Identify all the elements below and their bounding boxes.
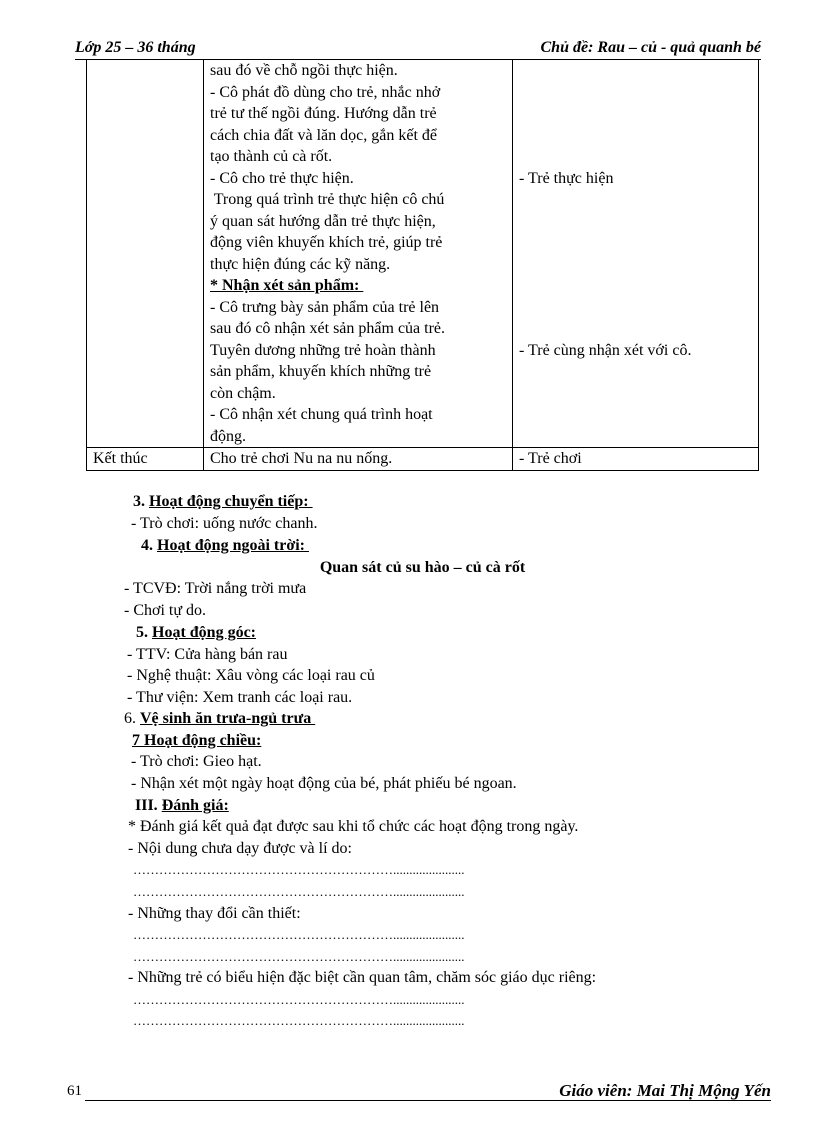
- table-cell-child-activity: [513, 448, 759, 471]
- table-line: thực hiện đúng các kỹ năng.: [210, 255, 391, 273]
- list-item: - Nghệ thuật: Xâu vòng các loại rau củ: [127, 667, 375, 684]
- table-line: [519, 211, 752, 233]
- table-row: [87, 60, 759, 448]
- table-line: Trong quá trình trẻ thực hiện cô chú: [210, 191, 445, 208]
- table-line-heading: [210, 275, 506, 297]
- table-cell-activity: [204, 448, 513, 471]
- section-7-heading: [132, 731, 261, 751]
- page-header: [75, 37, 761, 60]
- list-item: - Những trẻ có biểu hiện đặc biệt cần quan tâm, chăm sóc giáo dục riêng:: [128, 969, 597, 986]
- dotted-line: ……………………………………………………......................: [133, 862, 465, 877]
- table-line: [519, 297, 752, 319]
- table-line: - Cô nhận xét chung quá trình hoạt: [210, 406, 433, 423]
- table-row: [87, 448, 759, 471]
- table-line: - Cô cho trẻ thực hiện.: [210, 169, 354, 187]
- dotted-line: ……………………………………………………......................: [133, 992, 465, 1007]
- table-line: [519, 60, 752, 82]
- dotted-line: ……………………………………………………......................: [133, 949, 465, 964]
- table-cell-activity: [204, 60, 513, 448]
- table-line: cách chia đất và lăn dọc, gắn kết để: [210, 126, 437, 144]
- page-number: 61: [67, 1083, 82, 1099]
- table-line: [519, 232, 752, 254]
- section-number: III.: [135, 797, 162, 814]
- table-line: [519, 318, 752, 340]
- list-item: - Chơi tự do.: [124, 602, 207, 619]
- dotted-line: ……………………………………………………......................: [133, 927, 465, 942]
- section-5-heading: [136, 623, 256, 643]
- section-number: 3.: [133, 493, 149, 510]
- table-line: tạo thành củ cà rốt.: [210, 148, 333, 165]
- table-line: trẻ tư thế ngồi đúng. Hướng dẫn trẻ: [210, 105, 437, 122]
- table-line: Tuyên dương những trẻ hoàn thành: [210, 341, 436, 359]
- evaluation-heading: [135, 796, 229, 816]
- table-line: [519, 146, 752, 168]
- section-3-heading: [133, 492, 313, 512]
- list-item: - Nội dung chưa dạy được và lí do:: [128, 840, 352, 857]
- table-line: Cho trẻ chơi Nu na nu nống.: [210, 450, 393, 467]
- section-title: Vệ sinh ăn trưa-ngủ trưa: [140, 710, 316, 727]
- table-line: sau đó cô nhận xét sản phẩm của trẻ.: [210, 320, 446, 337]
- observation-heading: Quan sát củ su hào – củ cà rốt: [319, 559, 526, 576]
- table-line: còn chậm.: [210, 384, 276, 402]
- table-line: động viên khuyến khích trẻ, giúp trẻ: [210, 234, 443, 251]
- product-review-heading: * Nhận xét sản phẩm:: [210, 277, 364, 294]
- table-line: - Cô trưng bày sản phẩm của trẻ lên: [210, 298, 440, 316]
- list-item: - Thư viện: Xem tranh các loại rau.: [127, 689, 353, 706]
- table-line: [519, 125, 752, 147]
- section-title: Đánh giá:: [161, 797, 229, 814]
- table-line: - Cô phát đồ dùng cho trẻ, nhắc nhở: [210, 83, 441, 101]
- section-number: 4.: [141, 537, 157, 554]
- table-line: [519, 103, 752, 125]
- table-line: sản phẩm, khuyến khích những trẻ: [210, 363, 432, 380]
- topic-label: Chủ đề: Rau – củ - quả quanh bé: [540, 39, 761, 56]
- dotted-line: ……………………………………………………......................: [133, 1013, 465, 1028]
- table-line: - Trẻ chơi: [519, 450, 582, 467]
- table-line: [519, 254, 752, 276]
- table-line: - Trẻ thực hiện: [519, 169, 614, 187]
- list-item: * Đánh giá kết quả đạt được sau khi tổ chức các hoạt động trong ngày.: [128, 818, 579, 835]
- section-number: 6.: [124, 710, 140, 727]
- activity-table: [86, 59, 759, 471]
- section-title: Hoạt động ngoài trời:: [157, 537, 309, 554]
- dotted-line: ……………………………………………………......................: [133, 884, 465, 899]
- table-line: [519, 189, 752, 211]
- section-title: Hoạt động góc:: [152, 624, 256, 641]
- list-item: - Những thay đổi cần thiết:: [128, 905, 301, 922]
- list-item: - Nhận xét một ngày hoạt động của bé, phát phiếu bé ngoan.: [131, 775, 517, 792]
- section-title: Hoạt động chuyển tiếp:: [149, 493, 313, 510]
- table-line: [519, 275, 752, 297]
- table-line: động.: [210, 427, 246, 445]
- list-item: - Trò chơi: uống nước chanh.: [131, 515, 318, 532]
- class-label: Lớp 25 – 36 tháng: [75, 39, 196, 56]
- table-line: Kết thúc: [93, 450, 148, 467]
- section-number: 5.: [136, 624, 152, 641]
- table-line: [519, 82, 752, 104]
- table-line: ý quan sát hướng dẫn trẻ thực hiện,: [210, 212, 436, 230]
- table-cell-stage: [87, 448, 204, 471]
- list-item: - TCVĐ: Trời nắng trời mưa: [124, 580, 307, 597]
- table-cell-stage: [87, 60, 204, 448]
- list-item: - TTV: Cửa hàng bán rau: [127, 646, 288, 663]
- section-title: 7 Hoạt động chiều:: [132, 732, 262, 749]
- list-item: - Trò chơi: Gieo hạt.: [131, 753, 262, 770]
- table-line: - Trẻ cùng nhận xét với cô.: [519, 341, 692, 359]
- teacher-name: Giáo viên: Mai Thị Mộng Yến: [559, 1081, 771, 1100]
- table-line: sau đó về chỗ ngồi thực hiện.: [210, 62, 398, 79]
- page-footer: [67, 1081, 771, 1101]
- table-cell-child-activity: [513, 60, 759, 448]
- section-4-heading: [141, 536, 309, 556]
- section-6-heading: [124, 709, 315, 729]
